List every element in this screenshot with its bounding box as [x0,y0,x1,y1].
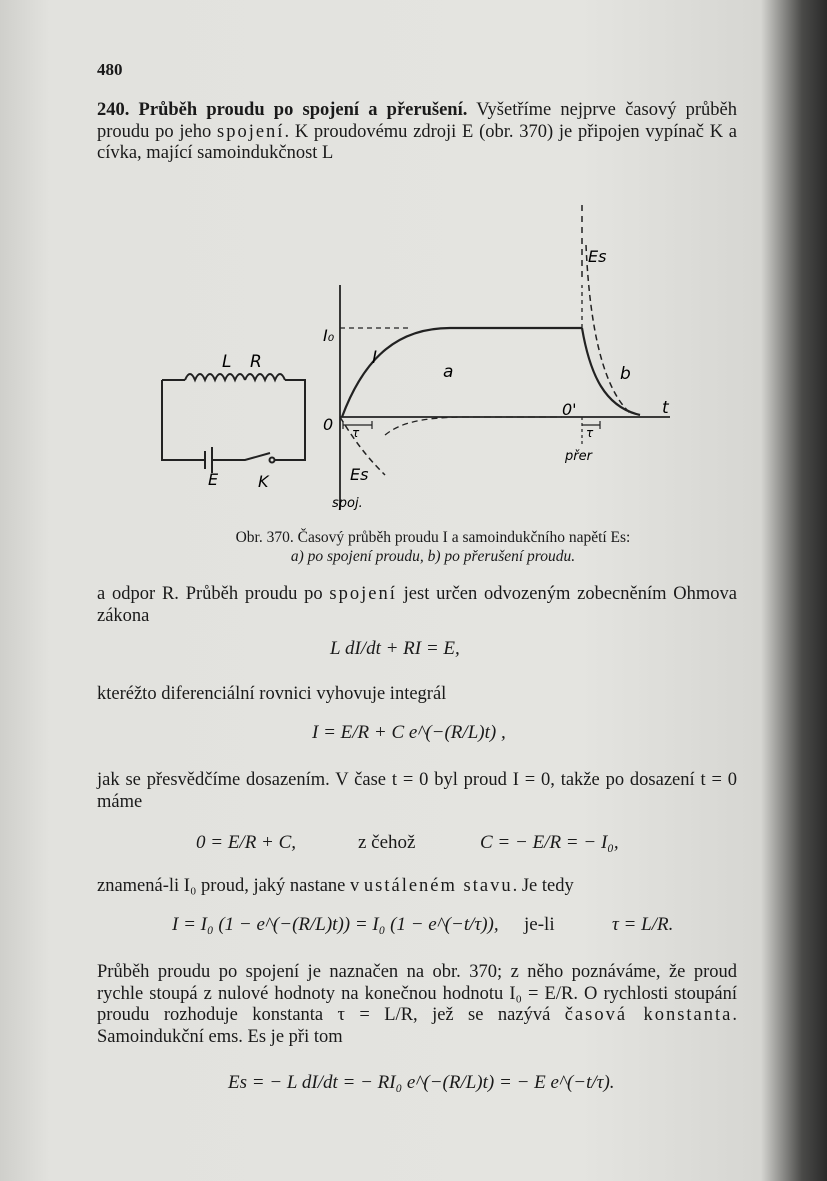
p6-text-a: Průběh proudu po spojení je naznačen na obr. 370; z něho poznáváme, že proud rychle stoupá z nulové hodnoty na konečnou hodnotu I₀ = E/R. O rychlosti stoupání proudu rozhoduje konstanta τ = L/R, jež se nazývá [97,962,737,1025]
equation-4a: I = I₀ (1 − e^(−(R/L)t)) = I₀ (1 − e^(−t/τ)), [172,914,499,935]
label-b: b [620,364,631,384]
label-origin: 0 [323,415,334,434]
equation-3a: 0 = E/R + C, [196,832,297,853]
resistor-winding [245,374,285,380]
p2-text-b: jest určen odvozeným zobecněním Ohmova zákona [97,584,738,626]
equation-4b: je-li [524,914,555,935]
figure-370 [150,185,710,525]
circuit-diagram [162,374,305,473]
label-spoj: spoj. [332,496,363,511]
label-a: a [443,362,454,382]
p6-spaced: časová konstanta [564,1005,733,1025]
switch-lever [212,453,270,460]
caption-line-2: a) po spojení proudu, b) po přerušení proudu. [290,548,576,565]
paragraph-integral: kteréžto diferenciální rovnici vyhovuje integrál [97,684,447,704]
equation-3b: z čehož [358,832,416,853]
p2-spaced: spojení [329,584,397,604]
label-I0: I₀ [323,326,335,345]
section-heading: 240. Průběh proudu po spojení a přerušení. [97,100,468,120]
p2-text-a: a odpor R. Průběh proudu po [97,584,323,604]
p5-spaced: ustáleném stavu [363,876,513,896]
equation-4c: τ = L/R. [612,914,674,935]
intro-spaced: spojení [217,121,285,142]
label-origin2: 0' [562,400,577,419]
label-L: L [222,352,232,372]
equation-3c: C = − E/R = − I₀, [480,832,619,853]
label-es-bottom: Es [350,465,369,484]
label-I: I [372,348,378,368]
label-E: E [208,470,219,489]
curve-b-decay [582,328,640,415]
equation-2: I = E/R + C e^(−(R/L)t) , [312,722,506,743]
p5-text-b: . Je tedy [512,876,574,896]
label-tau-a: τ [352,426,360,440]
label-prer: přer [565,449,592,464]
current-graph [340,205,670,510]
label-es-top: Es [588,247,607,266]
paragraph-time-constant [97,962,737,1048]
equation-1: L dI/dt + RI = E, [330,638,460,659]
intro-text-b: . K proudovému zdroji E (obr. 370) je připojen vypínač K a cívka, mající samoindukčnost L [97,121,738,163]
page-number: 480 [97,60,123,79]
p6-text-b: . Samoindukční ems. Es je při tom [97,1005,737,1047]
paragraph-steady-state [97,876,574,897]
figure-caption [143,528,723,566]
inductor-coil [185,374,245,380]
curve-a-rise [342,328,582,417]
caption-line-1: Obr. 370. Časový průběh proudu I a samoindukčního napětí Es: [235,529,631,546]
paragraph-ohm [97,584,737,627]
label-tau-b: τ [586,426,594,440]
label-t: t [662,398,669,418]
section-intro [97,100,737,165]
paragraph-substitution: jak se přesvědčíme dosazením. V čase t = 0 byl proud I = 0, takže po dosazení t = 0 máme [97,770,737,812]
label-K: K [258,472,269,491]
label-R: R [250,352,262,372]
equation-5: Es = − L dI/dt = − RI₀ e^(−(R/L)t) = − E e^(−t/τ). [228,1072,615,1093]
p5-text-a: znamená-li I₀ proud, jaký nastane v [97,876,360,896]
intro-text-a: Vyšetříme nejprve časový průběh proudu po jeho [97,100,738,142]
